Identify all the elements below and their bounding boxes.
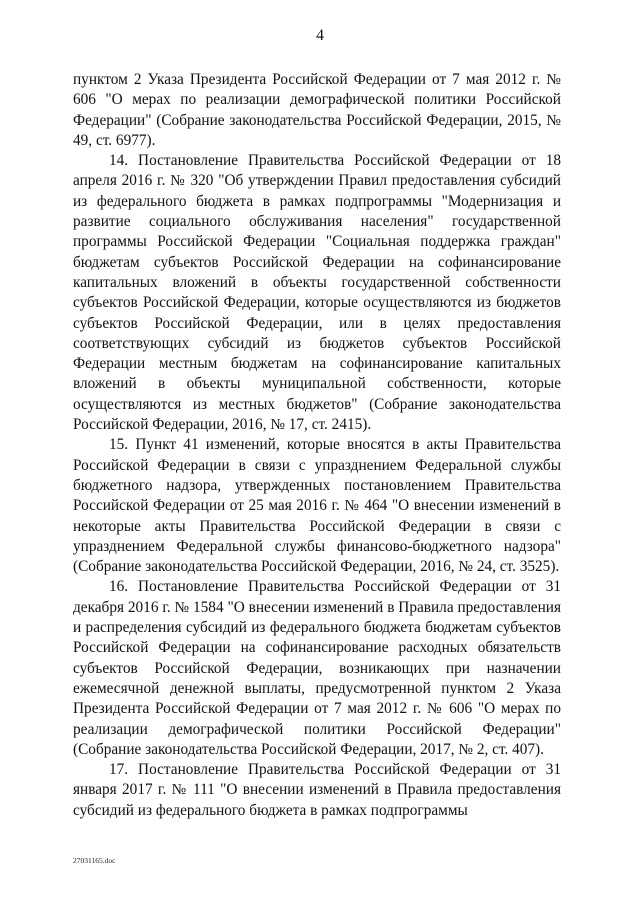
- document-body: [73, 70, 561, 821]
- paragraph-item-17: 17. Постановление Правительства Российской Федерации от 31 января 2017 г. № 111 "О внесении изменений в Правила предоставления субсидий из федерального бюджета в рамках подпрограммы: [73, 761, 561, 819]
- file-name-footer: 27031165.doc: [73, 856, 116, 865]
- paragraph-item-16: 16. Постановление Правительства Российской Федерации от 31 декабря 2016 г. № 1584 "О внесении изменений в Правила предоставления и распределения субсидий из федерального бюджета бюджетам субъектов Российской Федерации на софинансирование расходных обязательств субъектов Российской Федерации, возникающих при назначении ежемесячной денежной выплаты, предусмотренной пунктом 2 Указа Президента Российской Федерации от 7 мая 2012 г. № 606 "О мерах по реализации демографической политики Российской Федерации" (Собрание законодательства Российской Федерации, 2017, № 2, ст. 407).: [73, 578, 561, 758]
- paragraph-item-15: 15. Пункт 41 изменений, которые вносятся в акты Правительства Российской Федерации в связи с упразднением Федеральной службы бюджетного надзора, утвержденных постановлением Правительства Российской Федерации от 25 мая 2016 г. № 464 "О внесении изменений в некоторые акты Правительства Российской Федерации в связи с упразднением Федеральной службы финансово-бюджетного надзора" (Собрание законодательства Российской Федерации, 2016, № 24, ст. 3525).: [73, 436, 561, 576]
- paragraph-item-14: 14. Постановление Правительства Российской Федерации от 18 апреля 2016 г. № 320 "Об утверждении Правил предоставления субсидий из федерального бюджета в рамках подпрограммы "Модернизация и развитие социального обслуживания населения" государственной программы Российской Федерации "Социальная поддержка граждан" бюджетам субъектов Российской Федерации на софинансирование капитальных вложений в объекты государственной собственности субъектов Российской Федерации, которые осуществляются из бюджетов субъектов Российской Федерации, или в целях предоставления соответствующих субсидий из бюджетов субъектов Российской Федерации местным бюджетам на софинансирование капитальных вложений в объекты муниципальной собственности, которые осуществляются из местных бюджетов" (Собрание законодательства Российской Федерации, 2016, № 17, ст. 2415).: [73, 152, 561, 434]
- paragraph-continuation: пунктом 2 Указа Президента Российской Федерации от 7 мая 2012 г. № 606 "О мерах по реализации демографической политики Российской Федерации" (Собрание законодательства Российской Федерации, 2015, № 49, ст. 6977).: [73, 71, 561, 149]
- page-number: 4: [316, 27, 324, 44]
